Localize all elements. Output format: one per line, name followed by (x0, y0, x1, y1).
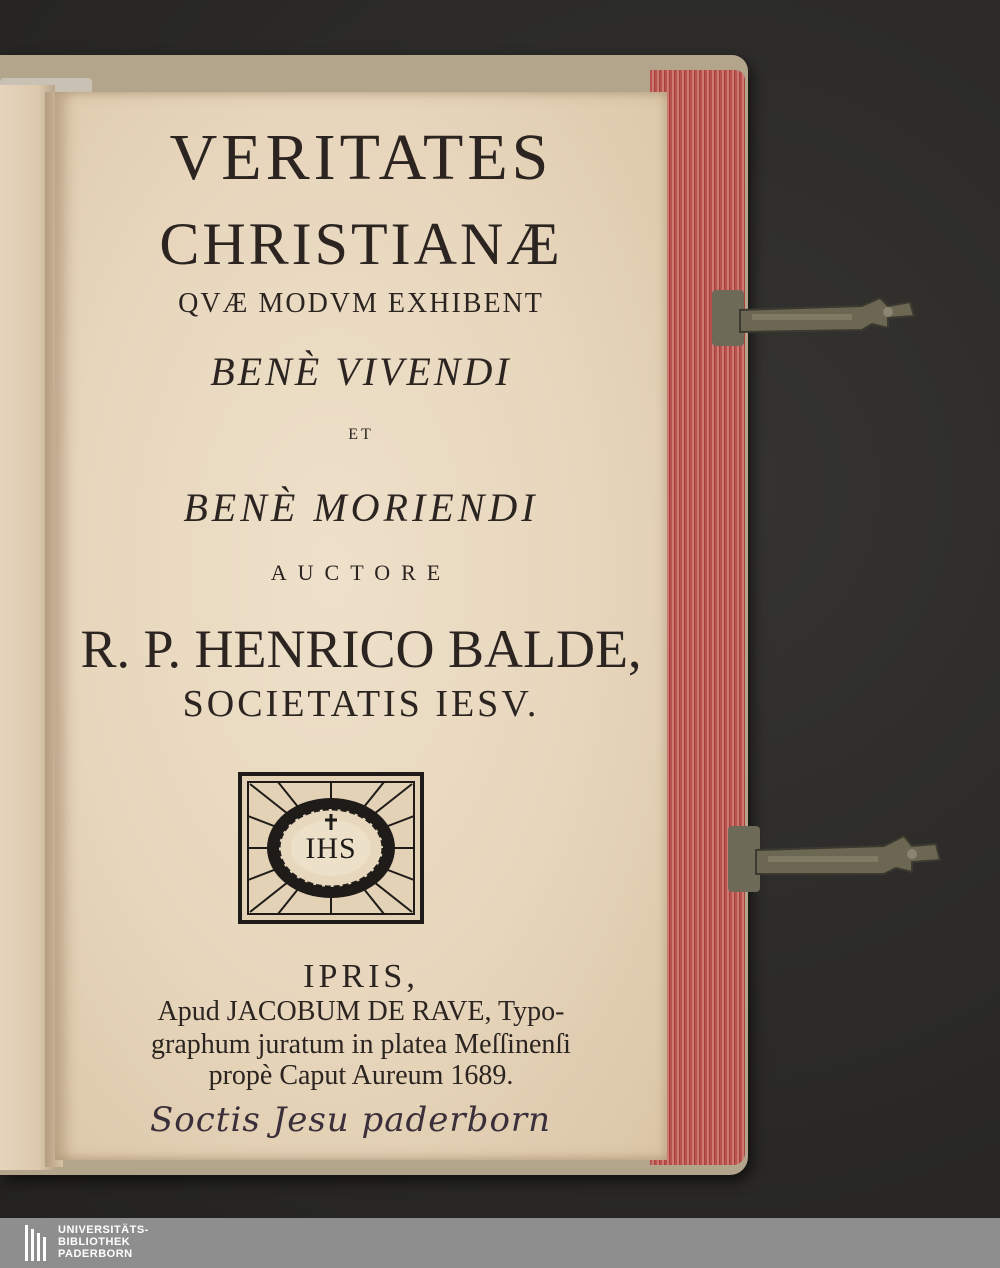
subtitle-bene-moriendi: BENÈ MORIENDI (183, 485, 539, 530)
library-footer-bar (0, 1218, 1000, 1268)
subtitle-bene-vivendi: BENÈ VIVENDI (210, 349, 512, 394)
ihs-emblem (238, 772, 424, 924)
logo-line-paderborn: PADERBORN (58, 1248, 133, 1260)
imprint-date: propè Caput Aureum 1689. (208, 1060, 514, 1091)
logo-line-bibliothek: BIBLIOTHEK (58, 1236, 131, 1248)
lower-clasp (728, 826, 944, 898)
imprint-printer: Apud JACOBUM DE RAVE, Typo- (157, 996, 565, 1027)
title-line-veritates: VERITATES (169, 121, 553, 194)
logo-line-universitaets: UNIVERSITÄTS- (58, 1224, 149, 1236)
author-society: SOCIETATIS IESV. (182, 683, 540, 725)
handwritten-ownership-note: Soctis Jesu paderborn (150, 1100, 552, 1140)
title-line-christianae: CHRISTIANÆ (159, 211, 563, 277)
imprint-place: IPRIS, (303, 958, 419, 995)
library-logo-text (58, 1224, 149, 1260)
upper-clasp (712, 284, 918, 356)
imprint-location: graphum juratum in platea Meſſinenſi (151, 1029, 571, 1060)
auctore-label: AUCTORE (270, 560, 452, 585)
subtitle-et: ET (348, 426, 374, 443)
author-name: R. P. HENRICO BALDE, (80, 619, 642, 679)
ihs-monogram: IHS (305, 832, 357, 865)
subtitle-line: QVÆ MODVM EXHIBENT (178, 288, 544, 319)
library-logo-icon (25, 1225, 51, 1265)
